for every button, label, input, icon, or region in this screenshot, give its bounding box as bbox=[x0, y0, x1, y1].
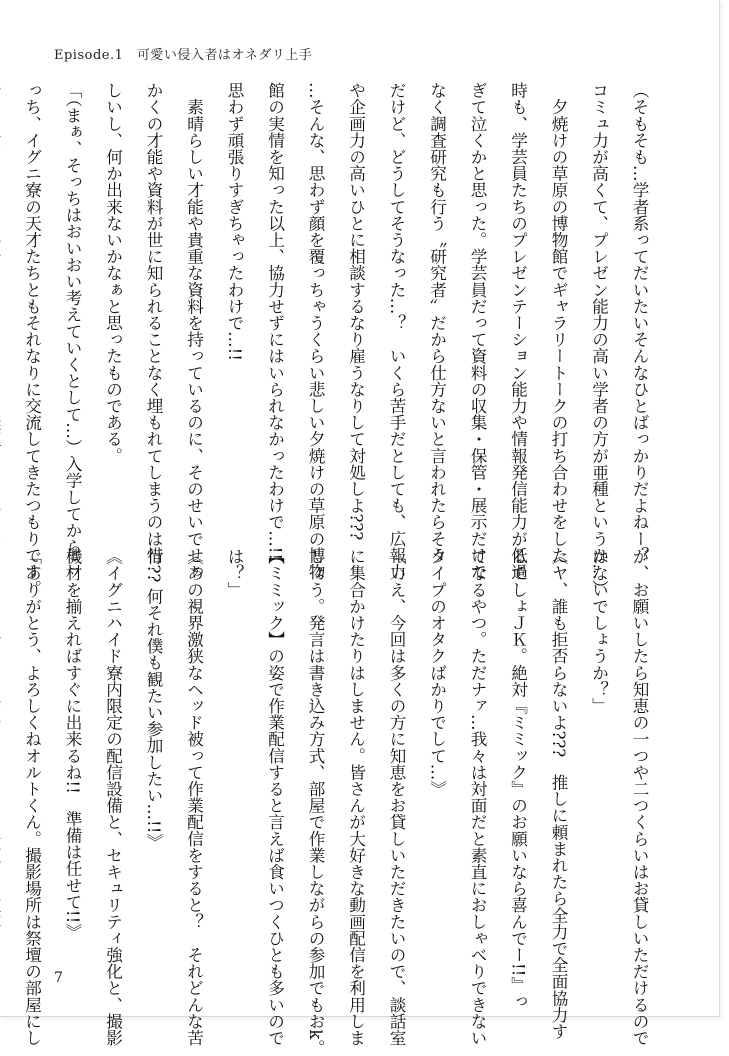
text-line: 時も、学芸員たちのプレゼンテーション能力や情報発信能力が低過 bbox=[508, 82, 528, 580]
text-line: 《あの視界激狭なヘッド被って作業配信をすると？ それどんな苦 bbox=[184, 548, 204, 1046]
text-line: は？」 bbox=[225, 548, 244, 598]
text-line: （そもそも…学者系ってだいたいそんなひとばっかりだよねー？ bbox=[630, 82, 649, 564]
text-line: 【ミミック】の姿で作業配信すると言えば食いつくひとも多いので bbox=[265, 548, 285, 1046]
text-line: 思わず頑張りすぎちゃったわけで…!! bbox=[225, 82, 244, 361]
text-line: タイプのオタクばかりでして…》 bbox=[427, 548, 447, 797]
text-line: が、お願いしたら知恵の一つや二つくらいはお貸しいただけるので bbox=[630, 548, 649, 1046]
text-line: 「（まぁ、そっちはおいおい考えていくとして…）入学してからこ bbox=[63, 82, 82, 572]
text-line: はないでしょうか？」 bbox=[589, 548, 609, 714]
text-line: るでしょＪＫ。絶対『ミミック』のお願いなら喜んでー!!』っ bbox=[508, 548, 528, 1010]
text-line: ぎて泣くかと思った。学芸員だって資料の収集・保管・展示だけで bbox=[468, 82, 487, 580]
bottom-text-block bbox=[22, 548, 659, 1056]
text-line: かくの才能や資料が世に知られることなく埋もれてしまうのは惜 bbox=[144, 82, 163, 564]
text-line: だけど、どうしてそうなった…？ いくら苦手だとしても、広報力 bbox=[387, 82, 406, 580]
text-line: 《ヤ、誰も拒否らないよ??? 推しに頼まれたら全力で全面協力す bbox=[549, 548, 568, 1040]
text-line: コミュ力が高くて、プレゼン能力の高い学者の方が亜種というか…） bbox=[589, 82, 609, 597]
text-line: しょう。発言は書き込み方式、部屋で作業しながらの参加でもおk。 bbox=[306, 548, 325, 1056]
page-number: 7 bbox=[54, 970, 63, 986]
text-line: しいし、何か出来ないかなぁと思ったものである。 bbox=[103, 82, 123, 464]
text-line: に集合かけたりはしません。皆さんが大好きな動画配信を利用しま bbox=[346, 548, 366, 1046]
text-line: なく調査研究も行う〝研究者〟だから仕方ないと言われたらそう bbox=[427, 82, 447, 564]
text-line: 素晴らしい才能や貴重な資料を持っているのに、そのせいでせっ bbox=[184, 82, 204, 580]
text-line: てなるやつ。ただナァ…我々は対面だと素直におしゃべりできない bbox=[468, 548, 487, 1046]
text-line: 《イグニハイド寮内限定の配信設備と、セキュリティ強化と、撮影 bbox=[103, 548, 123, 1046]
text-line: 「いえ、今回は多くの方に知恵をお貸しいただきたいので、談話室 bbox=[387, 548, 406, 1046]
top-text-block bbox=[22, 82, 659, 597]
text-line: 機材を揃えればすぐに出来るね!! 準備は任せて!!》 bbox=[63, 548, 82, 940]
text-line: や企画力の高いひとに相談するなり雇うなりして対処しよ??? bbox=[346, 82, 366, 541]
text-line bbox=[0, 82, 11, 537]
text-line: …そんな、思わず顔を覆っちゃうくらい悲しい夕焼けの草原の博物 bbox=[306, 82, 325, 580]
text-line: 館の実情を知った以上、協力せずにはいられなかったわけで…!! bbox=[265, 82, 285, 561]
running-head: Episode.1 可愛い侵入者はオネダリ上手 bbox=[54, 48, 313, 63]
text-line: 行?? 何それ僕も観たい参加したい…!!》 bbox=[144, 548, 163, 850]
text-line: 「ありがとう、よろしくねオルトくん。撮影場所は祭壇の部屋にし bbox=[22, 548, 42, 1046]
text-line: 夕焼けの草原の博物館でギャラリートークの打ち合わせをした bbox=[549, 82, 568, 564]
text-line: っち、イグニ寮の天才たちともそれなりに交流してきたつもりです。 bbox=[22, 82, 42, 597]
text-line bbox=[0, 548, 11, 958]
